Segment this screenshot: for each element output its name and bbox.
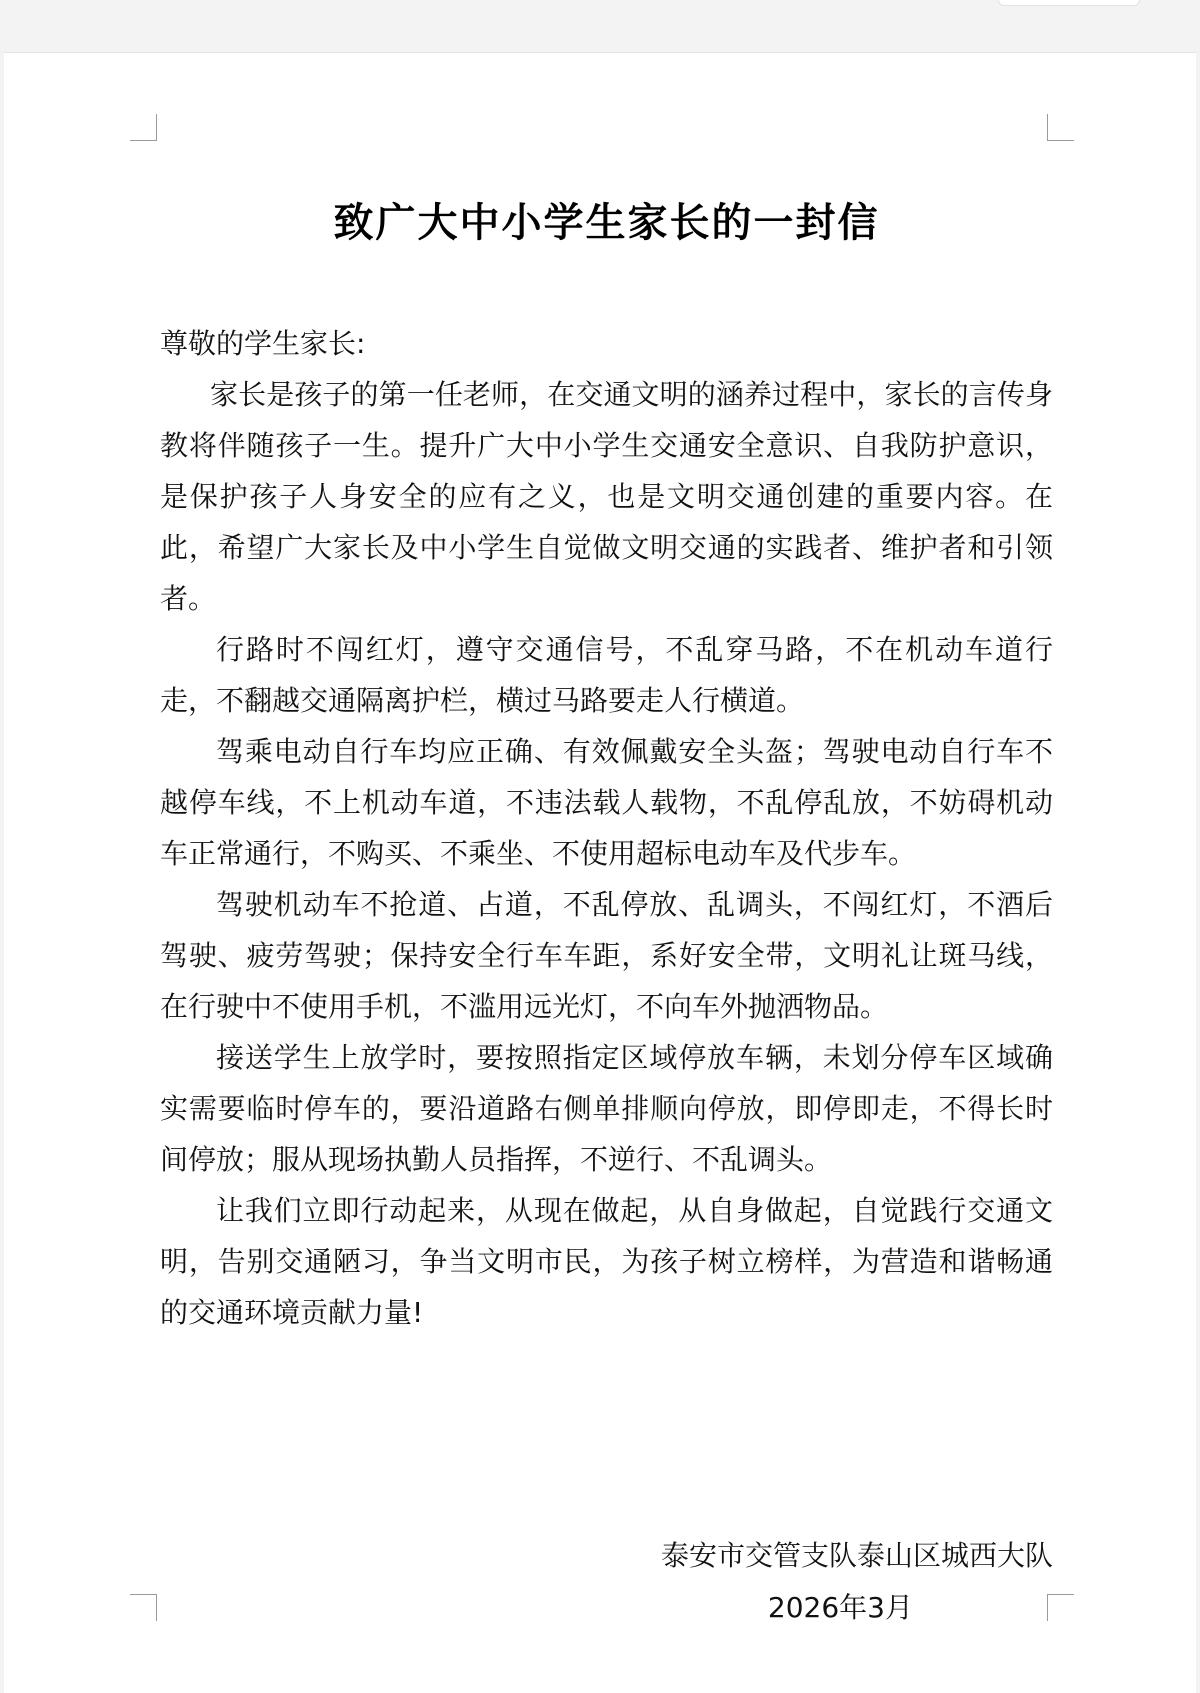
- letter-body: [160, 150, 1053, 1338]
- margin-corner-top-right: [1047, 114, 1074, 141]
- signature-date: 2026年3月: [767, 1591, 913, 1624]
- viewer-top-bar: [0, 0, 1200, 50]
- paragraph-pedestrian: 行路时不闯红灯，遵守交通信号，不乱穿马路，不在机动车道行走，不翻越交通隔离护栏，横过马路要走人行横道。: [160, 633, 1053, 717]
- paragraph-intro: 家长是孩子的第一任老师，在交通文明的涵养过程中，家长的言传身教将伴随孩子一生。提升广大中小学生交通安全意识、自我防护意识，是保护孩子人身安全的应有之义，也是文明交通创建的重要内容。在此，希望广大家长及中小学生自觉做文明交通的实践者、维护者和引领者。: [160, 378, 1053, 615]
- paragraph-motor-vehicle: 驾驶机动车不抢道、占道，不乱停放、乱调头，不闯红灯，不酒后驾驶、疲劳驾驶；保持安全行车车距，系好安全带，文明礼让斑马线，在行驶中不使用手机，不滥用远光灯，不向车外抛洒物品。: [160, 888, 1053, 1023]
- salutation: 尊敬的学生家长:: [160, 327, 366, 360]
- viewer-tab[interactable]: [998, 0, 1140, 6]
- paragraph-call-to-action: 让我们立即行动起来，从现在做起，从自身做起，自觉践行交通文明，告别交通陋习，争当文明市民，为孩子树立榜样，为营造和谐畅通的交通环境贡献力量!: [160, 1194, 1053, 1329]
- paragraph-school-pickup: 接送学生上放学时，要按照指定区域停放车辆，未划分停车区域确实需要临时停车的，要沿道路右侧单排顺向停放，即停即走，不得长时间停放；服从现场执勤人员指挥，不逆行、不乱调头。: [160, 1041, 1053, 1176]
- paragraph-ebike: 驾乘电动自行车均应正确、有效佩戴安全头盔；驾驶电动自行车不越停车线，不上机动车道，不违法载人载物，不乱停乱放，不妨碍机动车正常通行，不购买、不乘坐、不使用超标电动车及代步车。: [160, 735, 1053, 870]
- margin-corner-bottom-left: [130, 1594, 157, 1621]
- margin-corner-top-left: [130, 114, 157, 141]
- letter-title: 致广大中小学生家长的一封信: [333, 200, 880, 246]
- signature-organization: 泰安市交管支队泰山区城西大队: [660, 1539, 1053, 1572]
